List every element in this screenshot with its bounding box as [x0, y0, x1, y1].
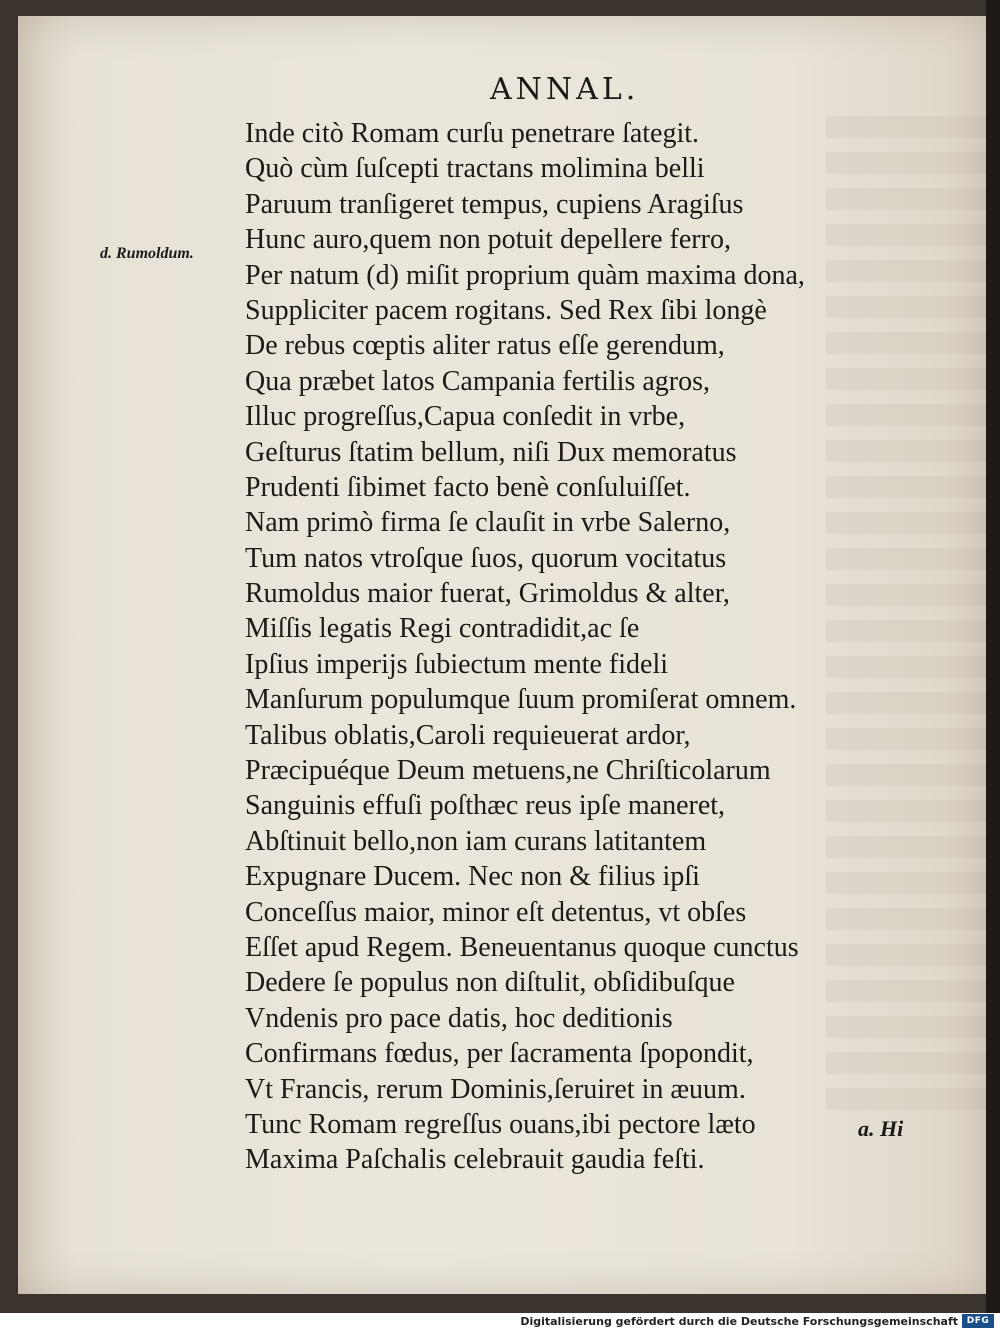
verse-line: Manſurum populumque ſuum promiſerat omnem.: [245, 684, 797, 716]
verse-line: Paruum tranſigeret tempus, cupiens Aragiſus: [245, 188, 744, 220]
verse-line: Suppliciter pacem rogitans. Sed Rex ſibi longè: [245, 294, 767, 326]
verse-line: Illuc progreſſus,Capua conſedit in vrbe,: [245, 401, 686, 433]
verse-line: Abſtinuit bello,non iam curans latitantem: [245, 825, 707, 857]
verse-line: De rebus cœptis aliter ratus eſſe gerendum,: [245, 330, 725, 362]
verse-line: Sanguinis effuſi poſthæc reus ipſe maneret,: [245, 790, 726, 822]
verse-line: Vt Francis, rerum Dominis,ſeruiret in æuum.: [245, 1073, 746, 1105]
verse-line: Hunc auro,quem non potuit depellere ferro,: [245, 224, 731, 256]
verse-line: Miſſis legatis Regi contradidit,ac ſe: [245, 613, 640, 645]
verse-line: Quò cùm ſuſcepti tractans molimina belli: [245, 153, 705, 185]
verse-line: Rumoldus maior fuerat, Grimoldus & alter,: [245, 578, 730, 610]
verse-line: Inde citò Romam curſu penetrare ſategit.: [245, 118, 700, 149]
verse-line: Per natum (d) miſit proprium quàm maxima dona,: [245, 259, 805, 291]
verse-line: Tum natos vtroſque ſuos, quorum vocitatus: [245, 542, 727, 574]
dfg-logo-icon: DFG: [962, 1314, 994, 1328]
book-edge: [986, 0, 1000, 1313]
verse-line: Dedere ſe populus non diſtulit, obſidibuſque: [245, 967, 735, 999]
verse-line: Prudenti ſibimet facto benè conſuluiſſet.: [245, 471, 691, 503]
verse-line: Confirmans fœdus, per ſacramenta ſpopondit,: [245, 1038, 754, 1070]
verse-line: Geſturus ſtatim bellum, niſi Dux memoratus: [245, 436, 737, 468]
verse-line: Conceſſus maior, minor eſt detentus, vt obſes: [245, 896, 747, 928]
verse-line: Tunc Romam regreſſus ouans,ibi pectore læto: [245, 1108, 756, 1140]
verse-line: Expugnare Ducem. Nec non & filius ipſi: [245, 861, 700, 893]
verse-line: Nam primò firma ſe clauſit in vrbe Salerno,: [245, 507, 731, 539]
verse-line: Maxima Paſchalis celebrauit gaudia feſti.: [245, 1144, 705, 1176]
verse-line: Qua præbet latos Campania fertilis agros,: [245, 365, 710, 397]
verse-line: Eſſet apud Regem. Beneuentanus quoque cunctus: [245, 931, 799, 963]
verse-text: [245, 116, 895, 1178]
verse-line: Talibus oblatis,Caroli requieuerat ardor,: [245, 719, 691, 751]
running-header: ANNAL.: [490, 72, 640, 107]
catchword: a. Hi: [858, 1116, 904, 1141]
funding-credit: Digitalisierung gefördert durch die Deutsche Forschungsgemeinschaft: [520, 1315, 958, 1328]
verse-line: Vndenis pro pace datis, hoc deditionis: [245, 1002, 673, 1034]
marginal-note: d. Rumoldum.: [100, 245, 194, 262]
verse-line: Ipſius imperijs ſubiectum mente fideli: [245, 648, 669, 680]
verse-line: Præcipuéque Deum metuens,ne Chriſticolarum: [245, 755, 771, 787]
